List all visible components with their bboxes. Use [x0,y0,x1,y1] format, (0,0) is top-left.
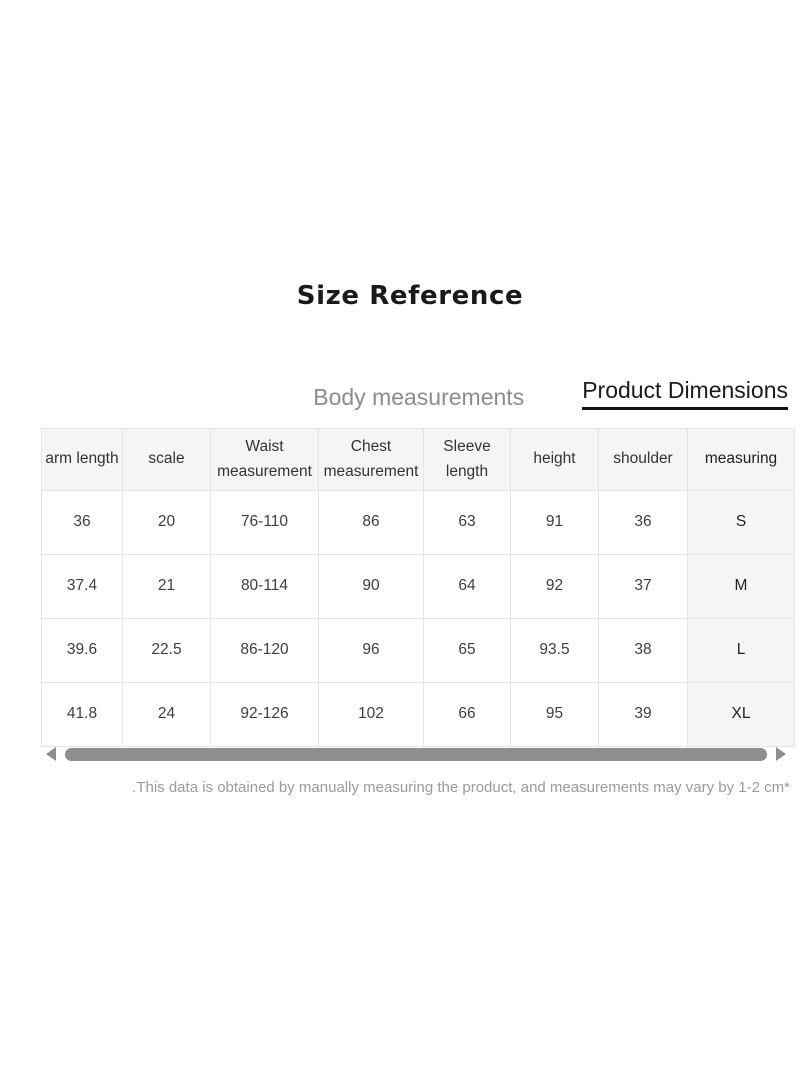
measurement-cell: 20 [123,491,211,555]
scrollbar-thumb[interactable] [65,748,767,761]
measurement-cell: 92 [511,555,599,619]
measurement-cell: 21 [123,555,211,619]
measurement-cell: 90 [319,555,424,619]
measurement-cell: 24 [123,683,211,747]
size-label-cell: S [688,491,795,555]
table-row [42,555,795,619]
scrollbar-track[interactable] [65,748,767,761]
size-label-cell: XL [688,683,795,747]
measurement-cell: 96 [319,619,424,683]
column-header-waist-measurement: Waist measurement [211,429,319,491]
measurement-cell: 91 [511,491,599,555]
column-header-scale: scale [123,429,211,491]
table-row [42,619,795,683]
column-header-sleeve-length: Sleeve length [424,429,511,491]
measurement-cell: 36 [42,491,123,555]
tab-body-measurements[interactable]: Body measurements [313,384,525,410]
horizontal-scrollbar[interactable] [46,747,786,761]
size-reference-table [41,428,795,747]
column-header-chest-measurement: Chest measurement [319,429,424,491]
column-header-shoulder: shoulder [599,429,688,491]
measurement-cell: 38 [599,619,688,683]
page-title: Size Reference [296,281,524,311]
column-header-measuring: measuring [688,429,795,491]
measurement-cell: 64 [424,555,511,619]
measurement-cell: 86-120 [211,619,319,683]
table-body [42,491,795,747]
scroll-right-arrow-icon[interactable] [776,747,786,761]
measurement-cell: 76-110 [211,491,319,555]
measurement-cell: 102 [319,683,424,747]
measurement-cell: 63 [424,491,511,555]
measurement-disclaimer: .This data is obtained by manually measuring the product, and measurements may vary by 1-2 cm* [132,779,790,796]
table-row [42,683,795,747]
measurement-cell: 37.4 [42,555,123,619]
measurement-cell: 92-126 [211,683,319,747]
tab-product-dimensions[interactable]: Product Dimensions [582,377,788,410]
measurement-tabs [313,377,788,410]
measurement-cell: 65 [424,619,511,683]
measurement-cell: 36 [599,491,688,555]
measurement-cell: 66 [424,683,511,747]
size-label-cell: M [688,555,795,619]
measurement-cell: 86 [319,491,424,555]
table-row [42,491,795,555]
measurement-cell: 93.5 [511,619,599,683]
measurement-cell: 95 [511,683,599,747]
size-table-container [41,428,794,747]
column-header-arm-length: arm length [42,429,123,491]
measurement-cell: 39 [599,683,688,747]
measurement-cell: 37 [599,555,688,619]
size-label-cell: L [688,619,795,683]
measurement-cell: 39.6 [42,619,123,683]
table-header-row [42,429,795,491]
measurement-cell: 41.8 [42,683,123,747]
column-header-height: height [511,429,599,491]
measurement-cell: 80-114 [211,555,319,619]
scroll-left-arrow-icon[interactable] [46,747,56,761]
measurement-cell: 22.5 [123,619,211,683]
